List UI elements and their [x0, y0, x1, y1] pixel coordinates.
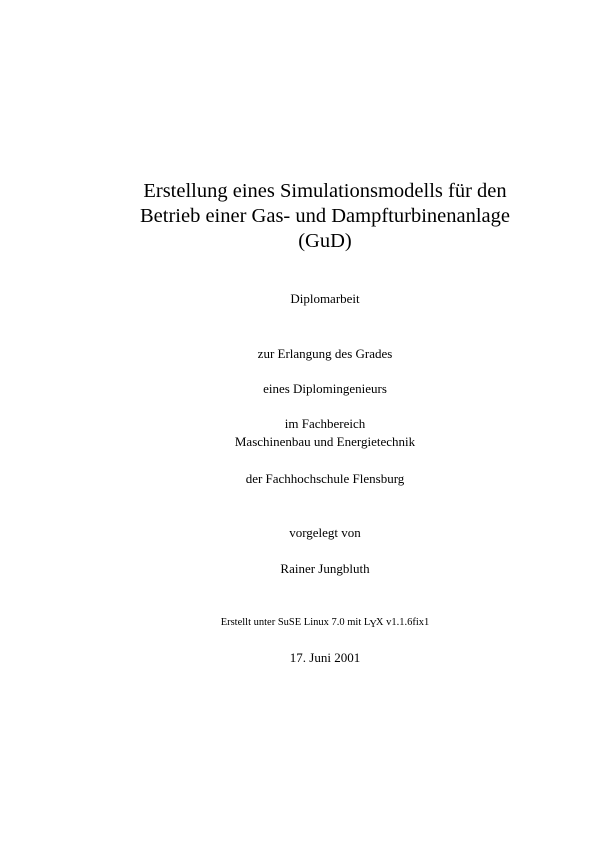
thesis-title — [0, 179, 595, 254]
title-line-1: Erstellung eines Simulationsmodells für den — [143, 180, 507, 202]
title-line-2: Betrieb einer Gas- und Dampfturbinenanlage — [139, 205, 510, 227]
submitted-by-line: vorgelegt von — [289, 525, 361, 540]
institution-line: der Fachhochschule Flensburg — [245, 471, 405, 486]
lyx-logo: LYX — [363, 617, 384, 630]
department-name: Maschinenbau und Energietechnik — [234, 434, 416, 449]
document-type: Diplomarbeit — [290, 291, 360, 306]
title-line-3: (GuD) — [298, 230, 352, 252]
created-with-line — [0, 616, 595, 629]
author-name: Rainer Jungbluth — [280, 561, 370, 576]
date-line: 17. Juni 2001 — [289, 650, 361, 665]
created-with-prefix: Erstellt unter SuSE Linux 7.0 mit — [220, 617, 362, 628]
purpose-line: zur Erlangung des Grades — [257, 346, 393, 361]
created-with-version: v1.1.6fix1 — [386, 617, 430, 628]
degree-line: eines Diplomingenieurs — [263, 381, 387, 396]
department-prefix: im Fachbereich — [284, 416, 366, 431]
